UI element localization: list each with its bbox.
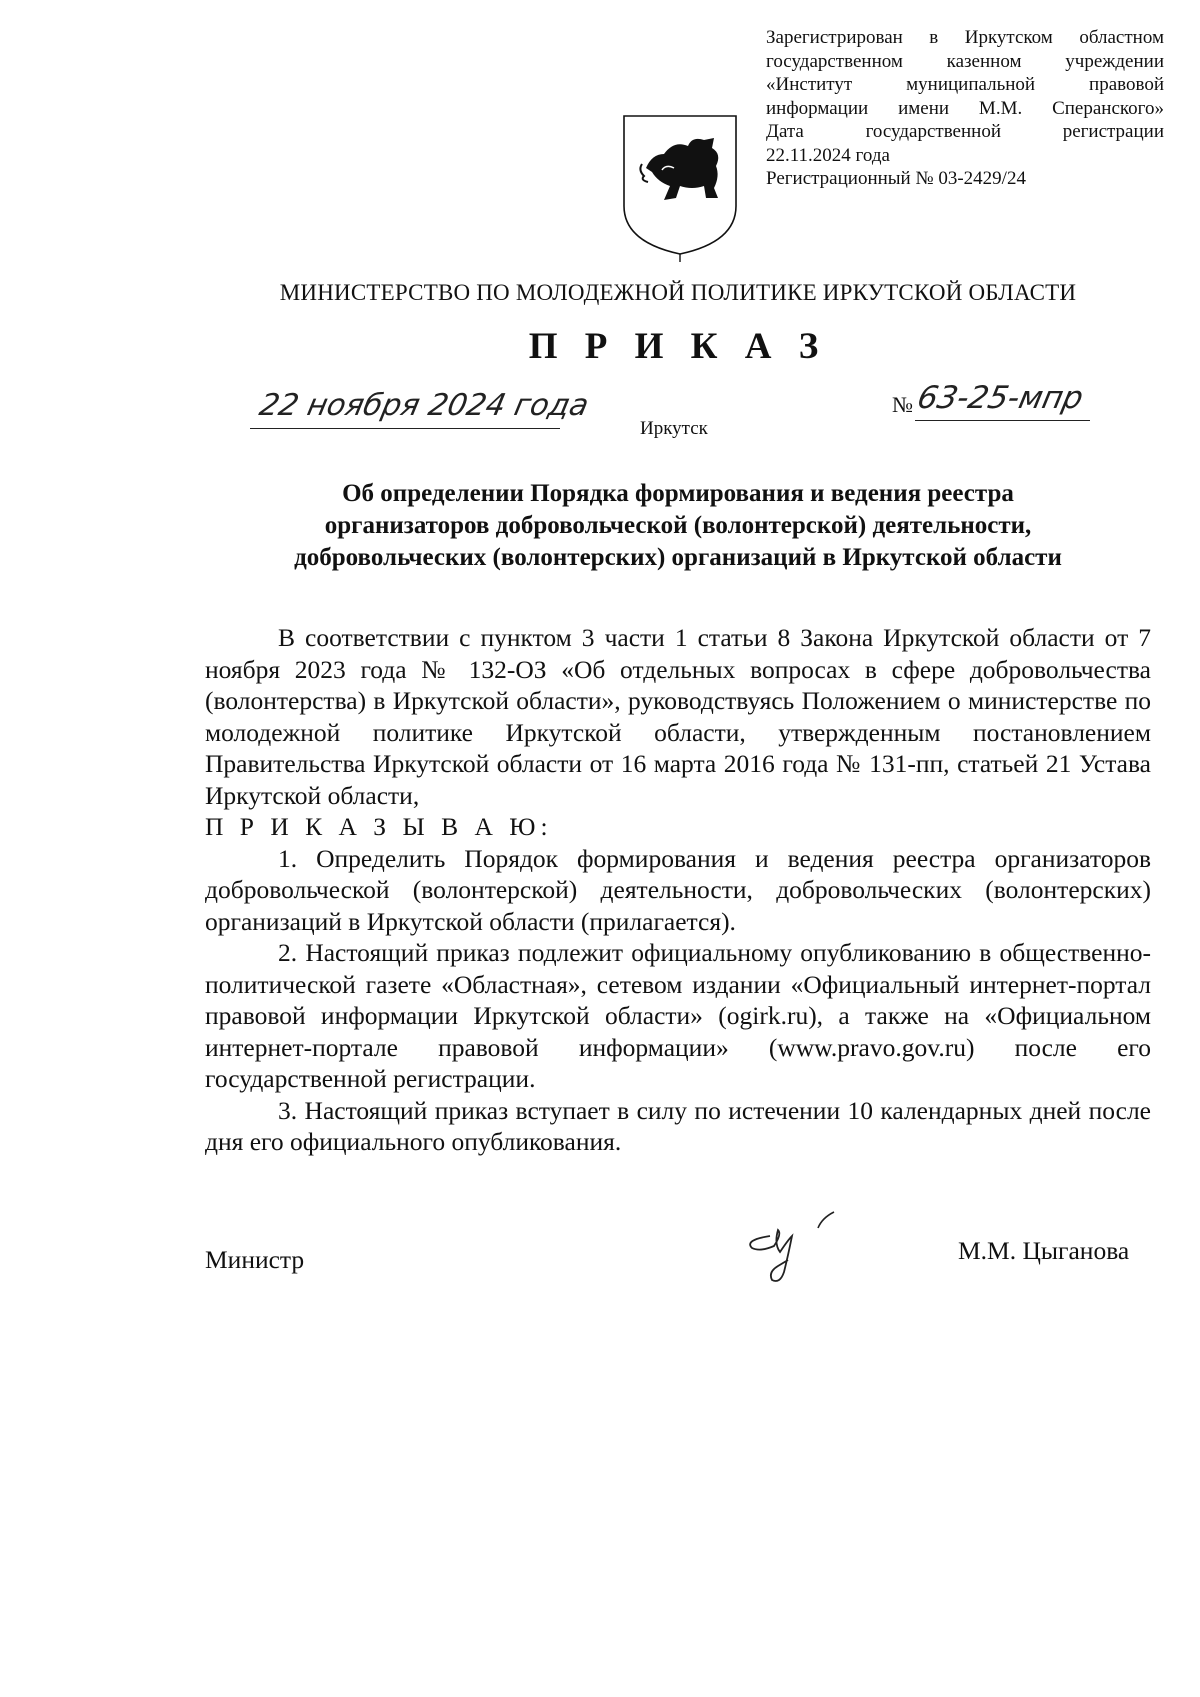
city-name: Иркутск <box>640 418 708 439</box>
date-underline <box>250 428 560 429</box>
signer-position: Министр <box>205 1245 305 1274</box>
signer-name: М.М. Цыганова <box>958 1236 1130 1265</box>
number-underline <box>915 420 1090 421</box>
registration-line: Регистрационный № 03-2429/24 <box>766 168 1026 189</box>
registration-line: Зарегистрирован в Иркутском областном <box>766 27 1164 48</box>
order-item-2: 2. Настоящий приказ подлежит официальному опубликованию в общественно-политической газете «Областная», сетевом издании «Официальный интернет-портал правовой информации Иркутской области» (ogirk.ru), а также на «Официальном интернет-портале правовой информации» (www.pravo.gov.ru) после его государственной регистрации. <box>205 938 1151 1093</box>
registration-stamp <box>766 26 1164 191</box>
order-item-1: 1. Определить Порядок формирования и ведения реестра организаторов добровольческой (волонтерской) деятельности, добровольческих (волонтерских) организаций в Иркутской области (прилагается). <box>205 843 1151 936</box>
handwritten-signature-icon <box>730 1200 880 1290</box>
number-label: № <box>892 392 913 417</box>
order-body <box>205 622 1151 1158</box>
order-item-3: 3. Настоящий приказ вступает в силу по истечении 10 календарных дней после дня его официального опубликования. <box>205 1095 1151 1156</box>
registration-line: 22.11.2024 года <box>766 144 890 166</box>
registration-line: информации имени М.М. Сперанского» <box>766 97 1164 119</box>
order-heading <box>200 478 1156 574</box>
heading-line: добровольческих (волонтерских) организаций в Иркутской области <box>294 544 1062 571</box>
registration-line: Дата государственной регистрации <box>766 121 1164 142</box>
registration-line: «Институт муниципальной правовой <box>766 74 1164 95</box>
preamble-paragraph: В соответствии с пунктом 3 части 1 статьи 8 Закона Иркутской области от 7 ноября 2023 года № 132-ОЗ «Об отдельных вопросах в сфере добровольчества (волонтерства) в Иркутской области», руководствуясь Положением о министерстве по молодежной политике Иркутской области, утвержденным постановлением Правительства Иркутской области от 16 марта 2016 года № 131-пп, статьей 21 Устава Иркутской области, <box>205 623 1151 810</box>
ministry-name: МИНИСТЕРСТВО ПО МОЛОДЕЖНОЙ ПОЛИТИКЕ ИРКУТСКОЙ ОБЛАСТИ <box>279 280 1077 305</box>
command-word: П Р И К А З Ы В А Ю: <box>205 812 553 841</box>
document-type-title: П Р И К А З <box>528 326 828 367</box>
handwritten-date: 22 ноября 2024 года <box>256 388 592 423</box>
irkutsk-coat-of-arms-icon <box>618 110 742 262</box>
heading-line: организаторов добровольческой (волонтерской) деятельности, <box>324 512 1032 539</box>
handwritten-number: 63-25-мпр <box>914 380 1087 416</box>
heading-line: Об определении Порядка формирования и ведения реестра <box>342 480 1014 507</box>
registration-line: государственном казенном учреждении <box>766 50 1164 72</box>
